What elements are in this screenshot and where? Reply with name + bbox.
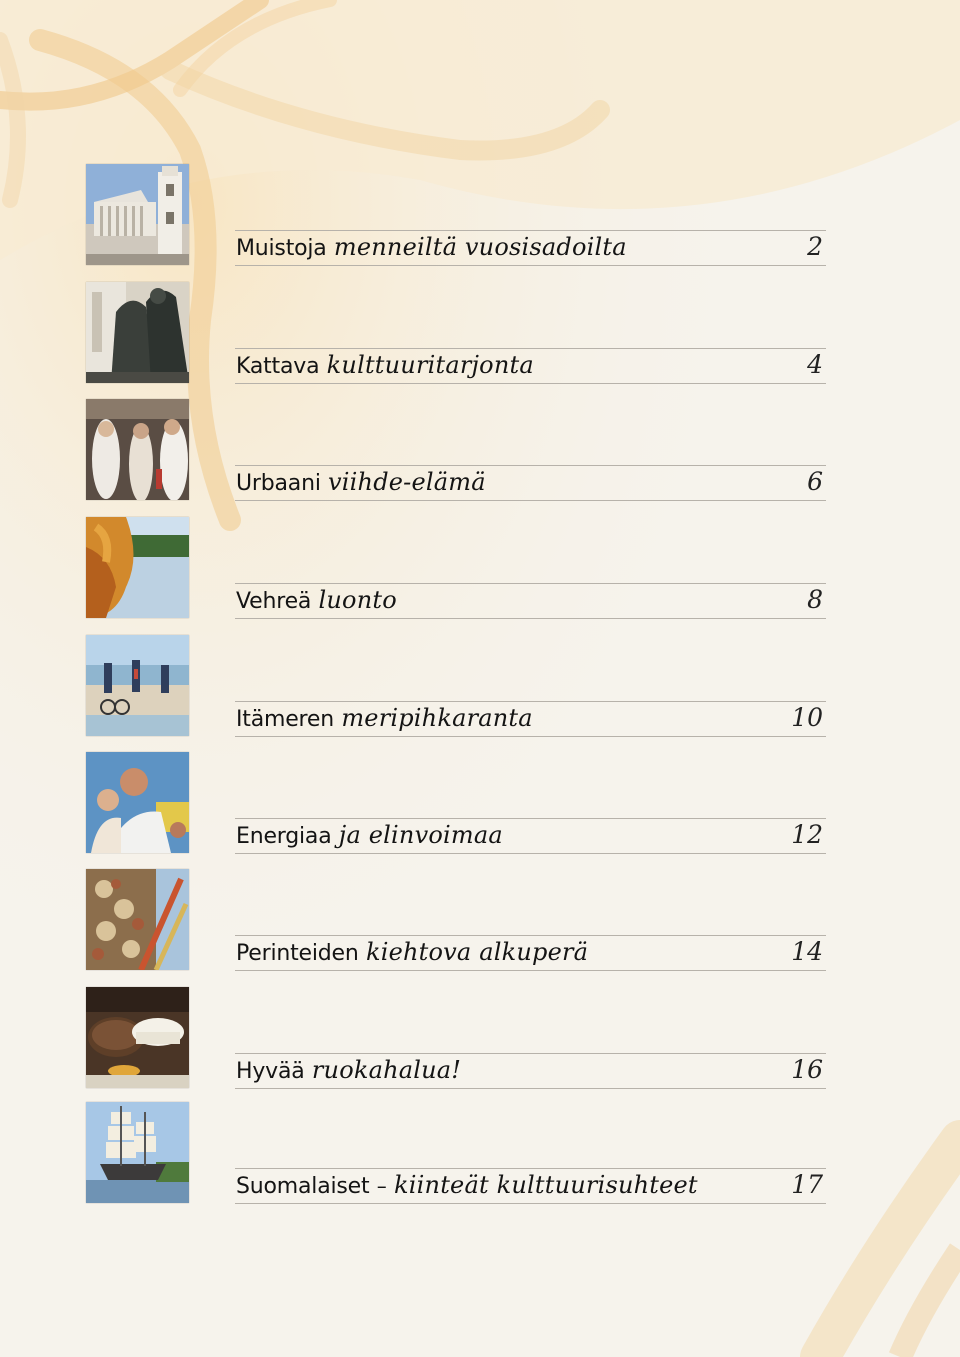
cathedral-photo <box>86 164 189 265</box>
autumn-lake-photo <box>86 517 189 618</box>
toc-entry[interactable] <box>86 635 826 737</box>
toc-entry[interactable] <box>86 869 826 971</box>
toc-page-number: 4 <box>807 350 823 379</box>
toc-entry[interactable] <box>86 752 826 854</box>
toc-entry[interactable] <box>86 399 826 501</box>
toc-title: Suomalaiset – kiinteät kulttuurisuhteet <box>236 1171 698 1199</box>
toc-line <box>235 1053 826 1089</box>
toc-page-number: 16 <box>791 1055 823 1084</box>
nightlife-photo <box>86 399 189 500</box>
toc-line <box>235 935 826 971</box>
toc-entry[interactable] <box>86 164 826 266</box>
toc-title: Kattava kulttuuritarjonta <box>236 351 534 379</box>
statue-photo <box>86 282 189 383</box>
toc-entry[interactable] <box>86 282 826 384</box>
toc-line <box>235 465 826 501</box>
toc-page-number: 12 <box>791 820 823 849</box>
toc-line <box>235 348 826 384</box>
toc-line <box>235 230 826 266</box>
bread-cheese-photo <box>86 987 189 1088</box>
toc-title: Perinteiden kiehtova alkuperä <box>236 938 589 966</box>
beach-cyclists-photo <box>86 635 189 736</box>
toc-page-number: 6 <box>807 467 823 496</box>
toc-page-number: 14 <box>791 937 823 966</box>
couple-photo <box>86 752 189 853</box>
toc-title: Urbaani viihde-elämä <box>236 468 486 496</box>
toc-title: Muistoja menneiltä vuosisadoilta <box>236 233 627 261</box>
toc-line <box>235 701 826 737</box>
toc-page-number: 17 <box>791 1170 823 1199</box>
toc-entry[interactable] <box>86 987 826 1089</box>
toc-line <box>235 818 826 854</box>
toc-title: Vehreä luonto <box>236 586 397 614</box>
toc-title: Itämeren meripihkaranta <box>236 704 533 732</box>
toc-page-number: 2 <box>807 232 823 261</box>
sailing-ship-photo <box>86 1102 189 1203</box>
toc-entry[interactable] <box>86 1102 826 1204</box>
toc-line <box>235 1168 826 1204</box>
toc-line <box>235 583 826 619</box>
toc-title: Hyvää ruokahalua! <box>236 1056 462 1084</box>
handicraft-photo <box>86 869 189 970</box>
toc-title: Energiaa ja elinvoimaa <box>236 821 503 849</box>
toc-entry[interactable] <box>86 517 826 619</box>
toc-page-number: 10 <box>791 703 823 732</box>
toc-page-number: 8 <box>807 585 823 614</box>
